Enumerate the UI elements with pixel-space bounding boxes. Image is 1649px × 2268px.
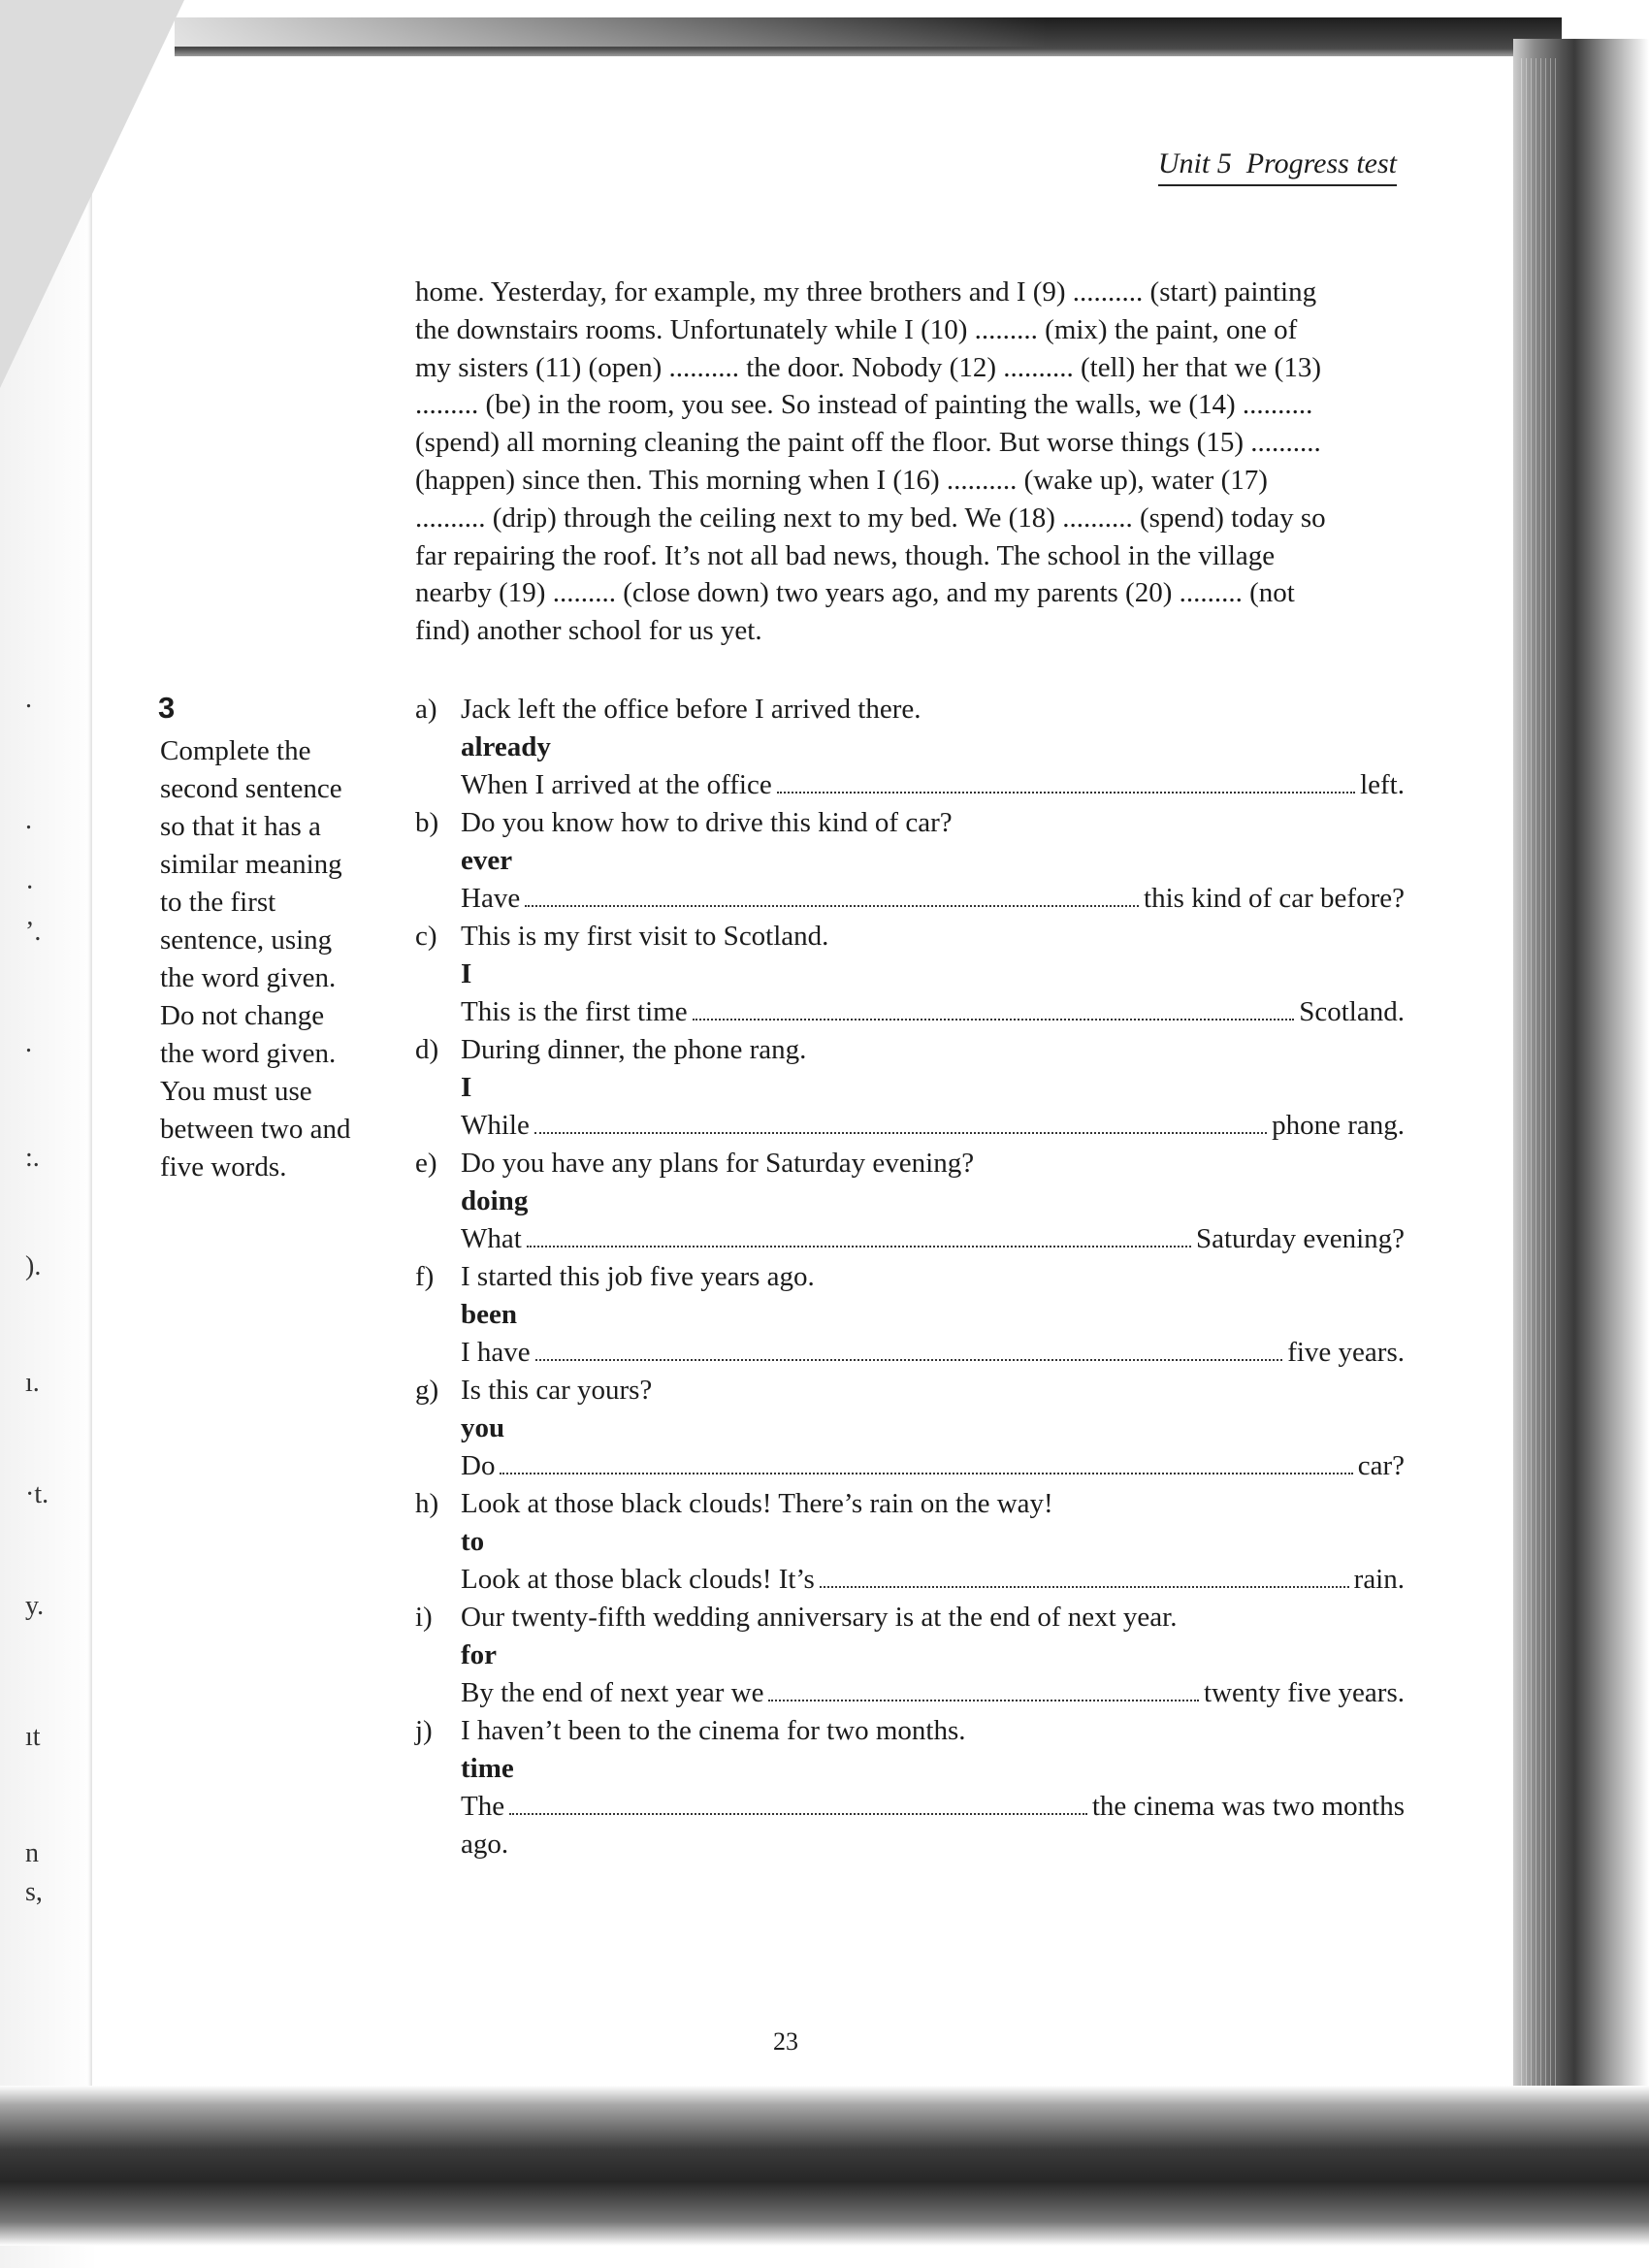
scan-bottom-shadow <box>0 2086 1649 2246</box>
item-letter: e) <box>415 1148 437 1179</box>
item-sentence: Is this car yours? <box>461 1375 653 1406</box>
answer-end: this kind of car before? <box>1144 883 1405 914</box>
scan-top-highlight <box>175 17 1048 47</box>
exercise-item <box>415 918 1405 1031</box>
answer-start: Look at those black clouds! It’s <box>461 1564 815 1595</box>
answer-line <box>461 1674 1405 1712</box>
item-letter: i) <box>415 1602 433 1633</box>
page-number: 23 <box>773 2027 798 2056</box>
answer-start: Do <box>461 1450 496 1481</box>
answer-blank[interactable] <box>525 890 1139 907</box>
item-letter: b) <box>415 807 439 838</box>
answer-start: I have <box>461 1337 531 1368</box>
item-keyword: time <box>461 1753 514 1784</box>
answer-end: rain. <box>1353 1564 1405 1595</box>
margin-mark: ). <box>25 1251 42 1281</box>
answer-start: By the end of next year we <box>461 1677 764 1708</box>
item-sentence: Do you know how to drive this kind of car? <box>461 807 953 838</box>
passage-line: far repairing the roof. It’s not all bad news, though. The school in the village <box>415 539 1276 571</box>
answer-end: five years. <box>1287 1337 1405 1368</box>
folded-page-corner <box>0 0 184 388</box>
margin-mark: ı. <box>25 1368 40 1398</box>
instruction-line: so that it has a <box>160 811 321 842</box>
exercise-instructions <box>160 732 393 1186</box>
answer-line <box>461 766 1405 804</box>
exercise-item <box>415 1031 1405 1145</box>
item-letter: j) <box>415 1715 433 1746</box>
margin-mark: ·t. <box>25 1479 49 1509</box>
item-sentence: I haven’t been to the cinema for two months. <box>461 1715 966 1746</box>
item-sentence: Our twenty-fifth wedding anniversary is at the end of next year. <box>461 1602 1178 1633</box>
margin-mark: :. <box>25 1143 40 1173</box>
answer-start: Have <box>461 883 521 914</box>
item-sentence: I started this job five years ago. <box>461 1261 815 1292</box>
item-keyword: ever <box>461 845 513 876</box>
margin-mark: · <box>25 873 35 903</box>
answer-line <box>461 1788 1405 1826</box>
answer-blank[interactable] <box>527 1230 1191 1247</box>
instruction-line: between two and <box>160 1114 351 1145</box>
answer-blank[interactable] <box>693 1003 1295 1021</box>
margin-mark: ’. <box>25 917 42 947</box>
answer-end: Scotland. <box>1299 996 1405 1027</box>
instruction-line: Complete the <box>160 735 311 766</box>
answer-blank[interactable] <box>509 1798 1087 1815</box>
passage-line: nearby (19) ......... (close down) two years ago, and my parents (20) ......... (not <box>415 577 1295 609</box>
exercise-item <box>415 1712 1405 1863</box>
answer-line <box>461 1561 1405 1599</box>
transformation-items <box>415 691 1405 1863</box>
margin-mark: . <box>25 1028 32 1058</box>
instruction-line: the word given. <box>160 962 337 993</box>
instruction-line: the word given. <box>160 1038 337 1069</box>
passage-line: find) another school for us yet. <box>415 615 762 647</box>
passage-line: the downstairs rooms. Unfortunately while I (10) ......... (mix) the paint, one of <box>415 313 1298 345</box>
answer-blank[interactable] <box>535 1344 1283 1361</box>
passage-line: (happen) since then. This morning when I (16) .......... (wake up), water (17) <box>415 464 1268 496</box>
instruction-line: sentence, using <box>160 924 333 956</box>
passage-line: .......... (drip) through the ceiling next to my bed. We (18) .......... (spend) today so <box>415 502 1326 534</box>
page-edge-lines <box>1521 58 1560 2086</box>
answer-start: While <box>461 1110 530 1141</box>
item-sentence: Jack left the office before I arrived there. <box>461 694 922 725</box>
item-keyword: already <box>461 731 551 762</box>
item-keyword: I <box>461 958 472 989</box>
answer-line <box>461 1447 1405 1485</box>
exercise-item <box>415 1372 1405 1485</box>
answer-start: The <box>461 1791 505 1822</box>
item-sentence: During dinner, the phone rang. <box>461 1034 807 1065</box>
answer-line <box>461 880 1405 918</box>
item-letter: h) <box>415 1488 439 1519</box>
answer-blank[interactable] <box>768 1684 1199 1701</box>
answer-end: left. <box>1360 769 1405 800</box>
item-letter: c) <box>415 921 437 952</box>
answer-end: car? <box>1357 1450 1405 1481</box>
item-keyword: to <box>461 1526 485 1557</box>
exercise-item <box>415 1145 1405 1258</box>
item-keyword: been <box>461 1299 517 1330</box>
answer-end: twenty five years. <box>1204 1677 1405 1708</box>
header-unit: Unit 5 <box>1157 147 1232 179</box>
header-title: Progress test <box>1245 147 1397 179</box>
answer-blank[interactable] <box>500 1457 1352 1474</box>
margin-mark: . <box>25 684 32 714</box>
exercise-item <box>415 1599 1405 1712</box>
answer-blank[interactable] <box>534 1117 1267 1134</box>
margin-mark: n <box>25 1838 39 1868</box>
instruction-line: five words. <box>160 1151 287 1183</box>
answer-start: This is the first time <box>461 996 688 1027</box>
passage-line: my sisters (11) (open) .......... the door. Nobody (12) .......... (tell) her that we (13) <box>415 351 1321 383</box>
answer-line <box>461 993 1405 1031</box>
answer-end: Saturday evening? <box>1195 1223 1405 1254</box>
item-keyword: I <box>461 1072 472 1103</box>
instruction-line: Do not change <box>160 1000 325 1031</box>
running-header <box>1158 147 1397 186</box>
answer-start: When I arrived at the office <box>461 769 772 800</box>
margin-mark: ıt <box>25 1722 41 1752</box>
answer-start: What <box>461 1223 522 1254</box>
margin-mark: s, <box>25 1877 43 1907</box>
exercise-item <box>415 1258 1405 1372</box>
instruction-line: similar meaning <box>160 849 342 880</box>
answer-end: the cinema was two months <box>1091 1791 1405 1822</box>
answer-blank[interactable] <box>777 776 1355 794</box>
passage-line: home. Yesterday, for example, my three brothers and I (9) .......... (start) painting <box>415 276 1317 308</box>
item-letter: g) <box>415 1375 439 1406</box>
answer-line <box>461 1220 1405 1258</box>
passage-line: (spend) all morning cleaning the paint off the floor. But worse things (15) .......... <box>415 427 1321 459</box>
margin-mark: . <box>25 805 32 835</box>
answer-continuation: ago. <box>461 1829 509 1860</box>
item-letter: f) <box>415 1261 435 1292</box>
item-sentence: Do you have any plans for Saturday evening? <box>461 1148 975 1179</box>
passage-line: ......... (be) in the room, you see. So instead of painting the walls, we (14) .......... <box>415 389 1313 421</box>
gap-fill-passage <box>415 274 1397 650</box>
item-keyword: you <box>461 1412 505 1443</box>
answer-end: phone rang. <box>1272 1110 1405 1141</box>
item-letter: a) <box>415 694 437 725</box>
instruction-line: second sentence <box>160 773 342 804</box>
item-sentence: Look at those black clouds! There’s rain on the way! <box>461 1488 1053 1519</box>
exercise-item <box>415 1485 1405 1599</box>
instruction-line: to the first <box>160 887 276 918</box>
exercise-item <box>415 804 1405 918</box>
instruction-line: You must use <box>160 1076 312 1107</box>
margin-mark: y. <box>25 1591 45 1621</box>
answer-line <box>461 1334 1405 1372</box>
item-keyword: for <box>461 1639 498 1670</box>
item-letter: d) <box>415 1034 439 1065</box>
answer-line <box>461 1107 1405 1145</box>
answer-blank[interactable] <box>820 1571 1349 1588</box>
item-sentence: This is my first visit to Scotland. <box>461 921 829 952</box>
exercise-number: 3 <box>158 691 176 725</box>
item-keyword: doing <box>461 1185 529 1216</box>
exercise-item <box>415 691 1405 804</box>
